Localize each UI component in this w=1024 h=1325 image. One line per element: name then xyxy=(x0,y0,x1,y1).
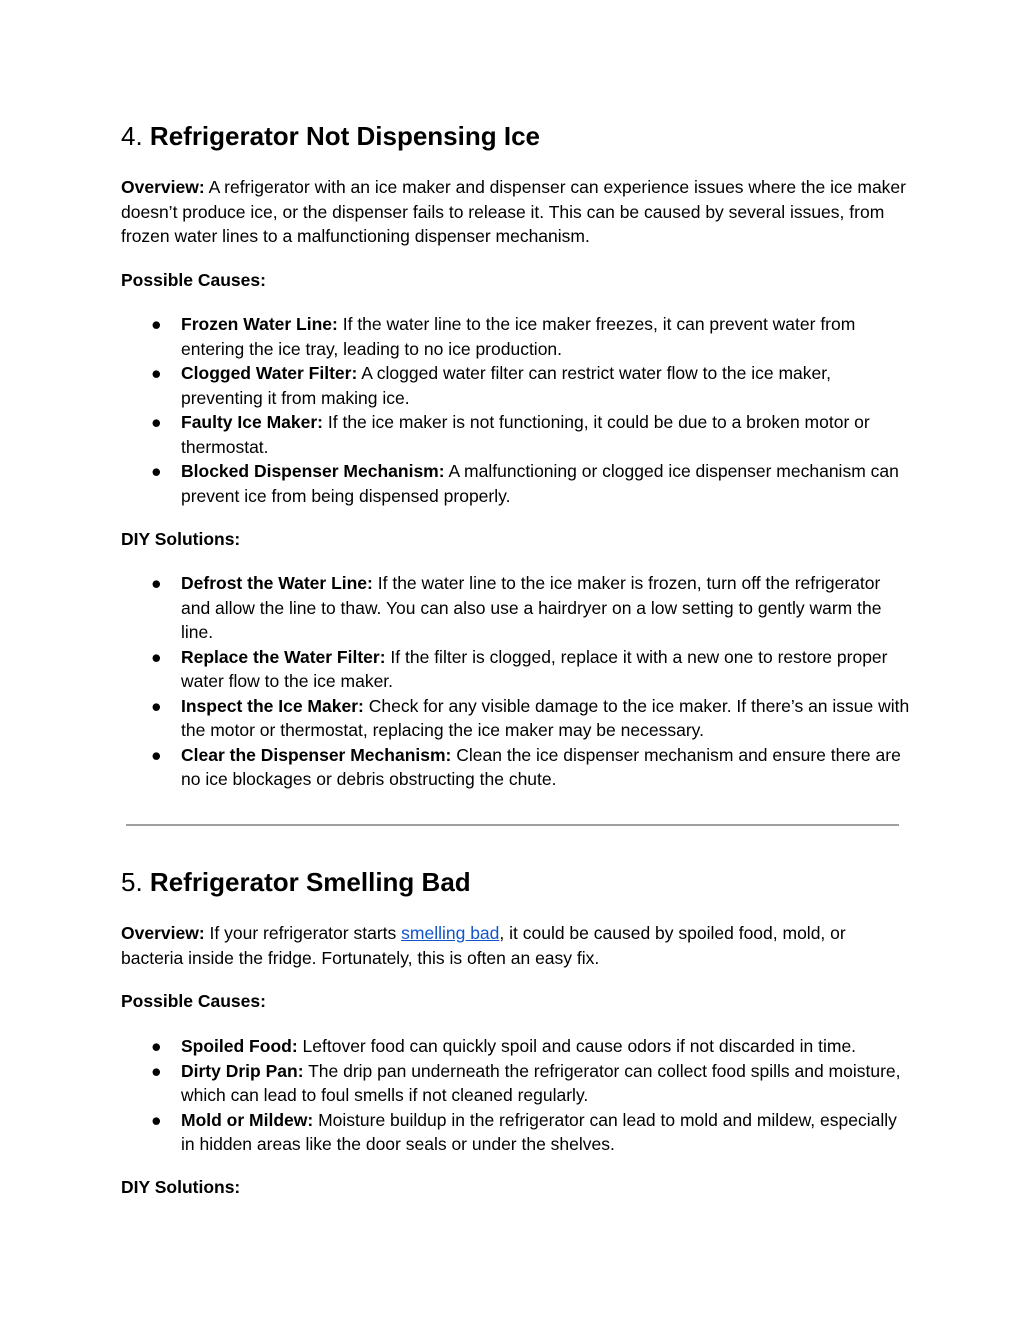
bullet-icon: ● xyxy=(151,573,162,593)
list-item-text: Clean the ice dispenser mechanism and ensure there are no ice blockages or debris obstructing the chute. xyxy=(181,744,901,789)
list-item xyxy=(121,361,911,410)
list-item-text: A clogged water filter can restrict water flow to the ice maker, preventing it from making ice. xyxy=(181,363,832,408)
section-5-heading xyxy=(121,866,471,898)
section-5-number: 5. xyxy=(121,867,143,897)
list-item-label: Spoiled Food: xyxy=(181,1036,298,1056)
section-5-causes-list xyxy=(121,1034,911,1157)
overview-label: Overview: xyxy=(121,177,205,197)
section-4-heading xyxy=(121,120,540,152)
list-item xyxy=(121,1059,911,1108)
bullet-icon: ● xyxy=(151,363,162,383)
list-item-text: Leftover food can quickly spoil and cause odors if not discarded in time. xyxy=(302,1036,857,1056)
list-item-text: Moisture buildup in the refrigerator can lead to mold and mildew, especially in hidden areas like the door seals or under the shelves. xyxy=(181,1109,897,1154)
bullet-icon: ● xyxy=(151,314,162,334)
list-item-text: Check for any visible damage to the ice maker. If there’s an issue with the motor or thermostat, replacing the ice maker may be necessary. xyxy=(181,695,910,740)
list-item-label: Mold or Mildew: xyxy=(181,1109,314,1130)
list-item xyxy=(121,459,911,508)
overview-text-before: If your refrigerator starts xyxy=(209,923,397,943)
bullet-icon: ● xyxy=(151,1109,162,1130)
bullet-icon: ● xyxy=(151,461,162,481)
overview-text: A refrigerator with an ice maker and dispenser can experience issues where the ice maker doesn’t produce ice, or the dispenser fails to release it. This can be caused by several issues, from frozen water lines to a malfunctioning dispenser mechanism. xyxy=(121,177,906,246)
list-item-text: A malfunctioning or clogged ice dispenser mechanism can prevent ice from being dispensed properly. xyxy=(181,461,899,506)
list-item-text: If the filter is clogged, replace it with a new one to restore proper water flow to the ice maker. xyxy=(181,646,888,691)
list-item xyxy=(121,743,911,792)
bullet-icon: ● xyxy=(151,744,162,765)
section-4-title: Refrigerator Not Dispensing Ice xyxy=(149,121,540,151)
bullet-icon: ● xyxy=(151,646,162,667)
list-item-label: Clogged Water Filter: xyxy=(181,363,358,383)
section-5-overview xyxy=(121,921,906,970)
section-4-overview xyxy=(121,175,906,249)
list-item-text: If the water line to the ice maker freezes, it can prevent water from entering the ice tray, leading to no ice production. xyxy=(181,314,856,359)
bullet-icon: ● xyxy=(151,1036,162,1056)
list-item-label: Dirty Drip Pan: xyxy=(181,1060,304,1081)
list-item xyxy=(121,645,911,694)
smelling-bad-link[interactable]: smelling bad xyxy=(401,923,500,943)
list-item-label: Replace the Water Filter: xyxy=(181,646,386,667)
overview-text-after: , it could be caused by spoiled food, mold, or bacteria inside the fridge. Fortunately, this is often an easy fix. xyxy=(121,923,846,968)
overview-label: Overview: xyxy=(121,923,205,943)
list-item-label: Clear the Dispenser Mechanism: xyxy=(181,744,452,765)
section-5-title: Refrigerator Smelling Bad xyxy=(149,867,471,897)
list-item xyxy=(121,1034,911,1059)
list-item-text: If the water line to the ice maker is frozen, turn off the refrigerator and allow the line to thaw. You can also use a hairdryer on a low setting to gently warm the line. xyxy=(181,573,882,642)
section-divider xyxy=(126,824,899,826)
bullet-icon: ● xyxy=(151,695,162,716)
section-5-causes-heading: Possible Causes: xyxy=(121,991,266,1011)
list-item-label: Inspect the Ice Maker: xyxy=(181,695,364,716)
section-4-solutions-list xyxy=(121,571,911,792)
list-item-label: Blocked Dispenser Mechanism: xyxy=(181,461,445,481)
bullet-icon: ● xyxy=(151,412,162,432)
list-item xyxy=(121,410,911,459)
list-item xyxy=(121,1108,911,1157)
section-4-solutions-heading: DIY Solutions: xyxy=(121,529,241,549)
section-4-causes-heading: Possible Causes: xyxy=(121,270,266,290)
list-item xyxy=(121,312,911,361)
list-item xyxy=(121,571,911,645)
bullet-icon: ● xyxy=(151,1060,162,1081)
list-item-text: If the ice maker is not functioning, it could be due to a broken motor or thermostat. xyxy=(181,412,870,457)
list-item xyxy=(121,694,911,743)
section-4-causes-list xyxy=(121,312,911,508)
list-item-label: Defrost the Water Line: xyxy=(181,573,373,593)
section-5-solutions-heading: DIY Solutions: xyxy=(121,1177,241,1197)
section-4-number: 4. xyxy=(121,121,143,151)
list-item-label: Frozen Water Line: xyxy=(181,314,338,334)
list-item-text: The drip pan underneath the refrigerator can collect food spills and moisture, which can lead to foul smells if not cleaned regularly. xyxy=(181,1060,901,1105)
list-item-label: Faulty Ice Maker: xyxy=(181,412,323,432)
